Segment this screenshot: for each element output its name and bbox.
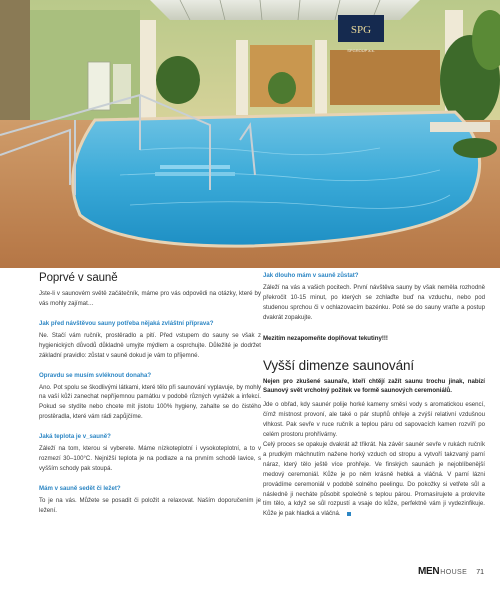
question-undress: Opravdu se musím svléknout donaha? (39, 371, 152, 379)
sign-subtext: SPGROUP a.s. (347, 48, 375, 53)
answer-sit-or-lie: To je na vás. Můžete se posadit či položit a relaxovat. Naším doporučením je ležení. (39, 496, 261, 514)
answer-temperature: Záleží na tom, kterou si vyberete. Máme nízkoteplotní i vysokoteplotní, a to v rozmezí 30–100°C. Nejnižší teplota je na podlaze a na prvním schodě lavice, s vyšším schody pak stoupá. (39, 445, 261, 472)
lead-paragraph: Nejen pro zkušené saunaře, kteří chtějí zažít saunu trochu jinak, nabízí Saunový svět vrcholný požitek ve formě saunových ceremoniálů. (263, 377, 485, 395)
end-of-article-square-icon (347, 512, 351, 516)
page-footer (418, 566, 484, 580)
right-column (263, 272, 485, 519)
left-column (39, 272, 261, 527)
answer-undress: Ano. Pot spolu se škodlivými látkami, které tělo při saunování vyplavuje, by mohly na vaší kůži zanechat nepříjemnou památku v podobě různých vyrážek a infekcí. Pokud se stydíte nebo chcete mít jistotu 100% hygieny, zahalte se do čistého prostěradla, které vám rádi zapůjčíme. (39, 383, 261, 421)
ceremony-paragraph-2-wrapper (263, 440, 485, 519)
intro-paragraph: Jste-li v saunovém světě začátečník, máme pro vás odpovědi na otázky, které by vás mohly zajímat… (39, 290, 261, 307)
question-sit-or-lie: Mám v sauně sedět či ležet? (39, 484, 121, 492)
pool-photo (0, 0, 500, 268)
question-preparation: Jak před návštěvou sauny potřeba nějaká zvláštní příprava? (39, 319, 214, 327)
indoor-pool-illustration (0, 0, 500, 268)
question-duration: Jak dlouho mám v sauně zůstat? (263, 272, 359, 279)
answer-duration: Záleží na vás a vašich pocitech. První návštěva sauny by však neměla rozhodně překročit 10-15 minut, po kterých se zchlaďte buď na vzduchu, nebo pod studenou sprchou či v ochlazovacím bazénku. Poté se do sauny vraťte a postup dvakrát zopakujte. (263, 284, 485, 321)
hydration-note: Mezitím nezapomeňte doplňovat tekutiny!!! (263, 334, 388, 342)
page-number: 71 (476, 569, 484, 576)
section-title-higher-dimension: Vyšší dimenze saunování (263, 357, 415, 373)
ceremony-paragraph-2: Celý proces se opakuje dvakrát až třikrát. Na závěr saunér sevře v rukách ručník a prudkým máchnutím nažene horký vzduch od stropu a vytvoří takzvaný parní náraz, který tělo ještě více prohřeje. Ve finských saunách je nejoblíbenější medový ceremoniál. Kůže je po něm krásně hebká a vláčná. V parní lázni provádíme ceremoniál v podobě solného peelingu. Do pokožky si vetřete sůl a následně ji necháte působit společně s teplou párou. Promasírujete a prokrvíte tím tělo, a když se sůl rozpustí a vsaje do kůže, perfektně vám ji vydezinfikuje. Kůže je pak hladká a vláčná. (263, 440, 485, 518)
ceremony-paragraph-1: Jde o obřad, kdy saunér polije horké kameny směsí vody s aromatickou esencí, čímž místnost provoní, ale také o pár stupňů ohřeje a zvýší relativní vzdušnou vlhkost. Pak sevře v ruce ručník a teplou páru od sapovacích kamen rozvíří po celém prostoru prohřívárny. (263, 401, 485, 439)
section-title-first-time: Poprvé v sauně (39, 272, 118, 284)
magazine-logo-men: MEN (417, 566, 440, 577)
question-temperature: Jaká teplota je v_sauně? (39, 433, 111, 441)
magazine-logo-house: HOUSE (440, 569, 468, 576)
answer-preparation: Ne. Stačí vám ručník, prostěradlo a pití. Před vstupem do sauny se však z hygienických důvodů důkladně umyjte mýdlem a osprchujte. Důležité je dodržet základní pravidlo: zůstat v sauně dokud je vám to příjemné. (39, 331, 261, 359)
sign-brand: SPG (350, 24, 372, 36)
